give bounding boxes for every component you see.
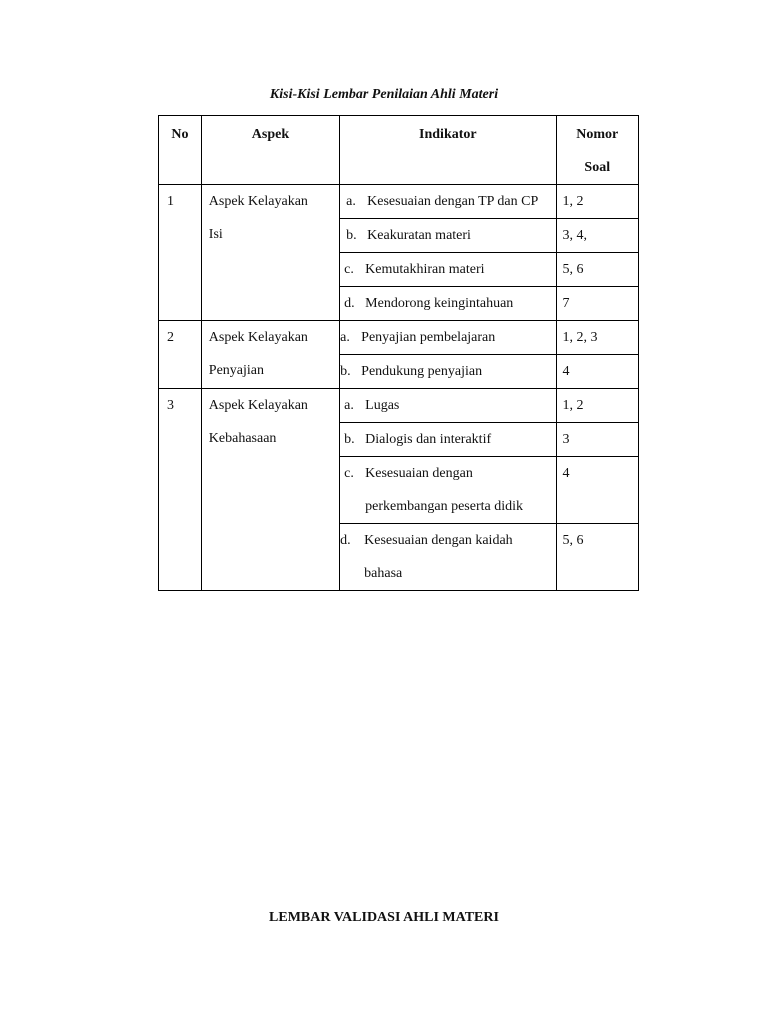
nomor-soal-cell: 4 [556, 457, 639, 524]
header-no: No [159, 116, 202, 185]
indikator-cell: c. Kesesuaian dengan perkembangan peserta didik [340, 457, 556, 524]
indikator-cell: d. Mendorong keingintahuan [340, 287, 556, 321]
kisi-kisi-table [158, 115, 639, 591]
table-row [159, 321, 639, 355]
group-number: 1 [159, 185, 202, 321]
table-row [159, 389, 639, 423]
section-heading: LEMBAR VALIDASI AHLI MATERI [269, 910, 499, 925]
indikator-cell: a. Kesesuaian dengan TP dan CP [340, 185, 556, 219]
nomor-soal-cell: 1, 2 [556, 185, 639, 219]
table-header-row [159, 116, 639, 185]
nomor-soal-cell: 3 [556, 423, 639, 457]
indikator-cell: d. Kesesuaian dengan kaidah bahasa [340, 524, 556, 591]
document-title: Kisi-Kisi Lembar Penilaian Ahli Materi [269, 87, 499, 102]
nomor-soal-cell: 5, 6 [556, 524, 639, 591]
group-number: 3 [159, 389, 202, 591]
indikator-cell: a. Lugas [340, 389, 556, 423]
table-row [159, 185, 639, 219]
indikator-cell: a. Penyajian pembelajaran [340, 321, 556, 355]
group-aspek: Aspek Kelayakan Isi [201, 185, 339, 321]
nomor-soal-cell: 4 [556, 355, 639, 389]
indikator-cell: b. Pendukung penyajian [340, 355, 556, 389]
header-nomor-soal: Nomor Soal [556, 116, 639, 185]
group-aspek: Aspek Kelayakan Kebahasaan [201, 389, 339, 591]
header-indikator: Indikator [340, 116, 556, 185]
header-aspek: Aspek [201, 116, 339, 185]
indikator-cell: b. Keakuratan materi [340, 219, 556, 253]
group-aspek: Aspek Kelayakan Penyajian [201, 321, 339, 389]
nomor-soal-cell: 7 [556, 287, 639, 321]
nomor-soal-cell: 3, 4, [556, 219, 639, 253]
group-number: 2 [159, 321, 202, 389]
nomor-soal-cell: 1, 2, 3 [556, 321, 639, 355]
nomor-soal-cell: 5, 6 [556, 253, 639, 287]
nomor-soal-cell: 1, 2 [556, 389, 639, 423]
indikator-cell: c. Kemutakhiran materi [340, 253, 556, 287]
indikator-cell: b. Dialogis dan interaktif [340, 423, 556, 457]
